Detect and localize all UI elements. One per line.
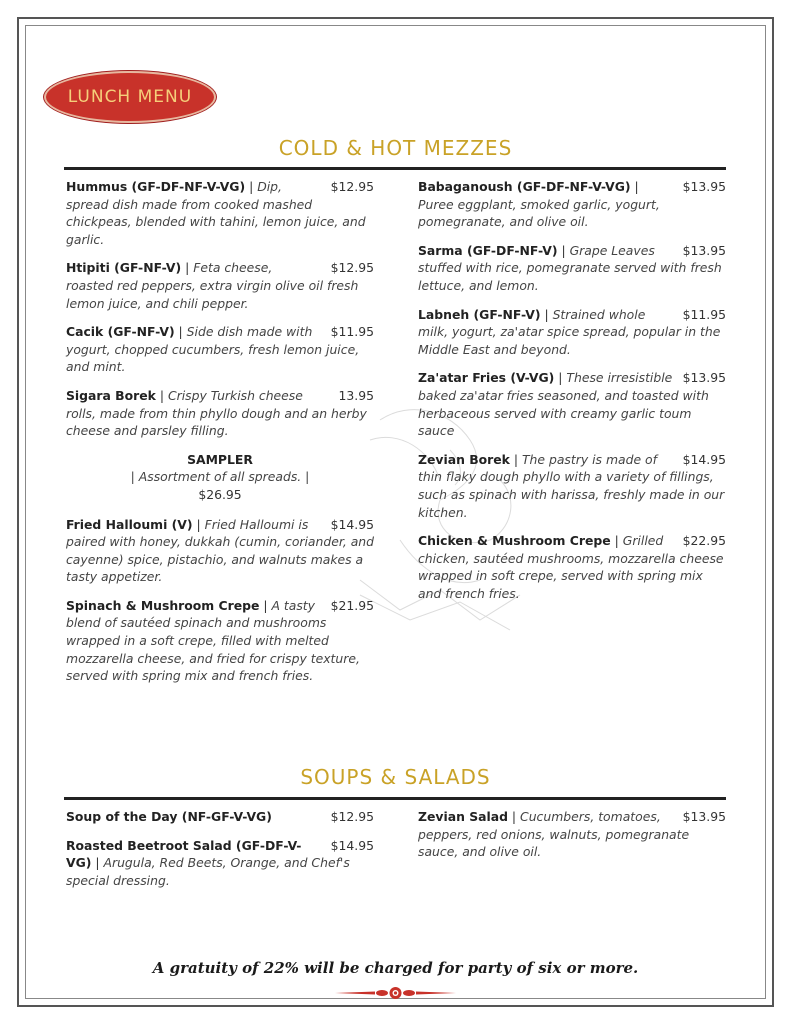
section-title-mezzes: COLD & HOT MEZZES	[278, 136, 513, 160]
menu-item-description: Arugula, Red Beets, Orange, and Chef's special dressing.	[66, 855, 350, 888]
menu-item-name: Za'atar Fries (V-VG)	[418, 370, 555, 386]
menu-item-price: $21.95	[330, 597, 374, 613]
menu-item-price: $22.95	[682, 533, 726, 549]
menu-item-price: $12.95	[330, 260, 374, 276]
menu-item: $22.95 Chicken & Mushroom Crepe | Grilled chicken, sautéed mushrooms, mozzarella cheese wrapped in soft crepe, served with spring mix and french fries.	[418, 533, 726, 601]
menu-item-name: Zevian Salad	[418, 809, 508, 824]
mezzes-right-column	[418, 178, 726, 613]
sampler-name: SAMPLER	[187, 451, 253, 467]
menu-item: $13.95 Sarma (GF-DF-NF-V) | Grape Leaves stuffed with rice, pomegranate served with fresh lettuce, and lemon.	[418, 242, 726, 293]
menu-item-description: Crispy Turkish cheese rolls, made from thin phyllo dough and an herby cheese and parsley filling.	[66, 387, 367, 439]
badge-label: LUNCH MENU	[67, 87, 193, 107]
menu-item-description: Grilled chicken, sautéed mushrooms, mozzarella cheese wrapped in soft crepe, served with spring mix and french fries.	[418, 533, 724, 601]
soups-left-column	[66, 808, 374, 900]
menu-item: 13.95 Sigara Borek | Crispy Turkish cheese rolls, made from thin phyllo dough and an herby cheese and parsley filling.	[66, 387, 374, 439]
menu-item-name: Hummus (GF-DF-NF-V-VG)	[66, 179, 246, 194]
menu-item-price: $13.95	[682, 370, 726, 386]
menu-item: $12.95 Hummus (GF-DF-NF-V-VG) | Dip, spread dish made from cooked mashed chickpeas, blended with tahini, lemon juice, and garlic.	[66, 179, 374, 247]
menu-item: $14.95 Zevian Borek | The pastry is made of thin flaky dough phyllo with a variety of fillings, such as spinach with harissa, freshly made in our kitchen.	[418, 451, 726, 520]
menu-item-name: Chicken & Mushroom Crepe	[418, 533, 611, 549]
menu-item-name: Sigara Borek	[66, 387, 156, 403]
menu-item-name: Htipiti (GF-NF-V)	[66, 260, 182, 276]
menu-item-description: Puree eggplant, smoked garlic, yogurt, pomegranate, and olive oil.	[418, 196, 660, 230]
menu-item-price: $13.95	[682, 179, 726, 194]
section-rule	[64, 797, 726, 800]
menu-item-description: Feta cheese, roasted red peppers, extra virgin olive oil fresh lemon juice, and chili pepper.	[66, 260, 359, 311]
menu-item: $13.95 Za'atar Fries (V-VG) | These irresistible baked za'atar fries seasoned, and toasted with herbaceous served with creamy garlic toum sauce	[418, 370, 726, 439]
menu-item-name: Soup of the Day (NF-GF-V-VG)	[66, 809, 272, 824]
menu-item-price: $11.95	[330, 324, 374, 340]
menu-item-description: A tasty blend of sautéed spinach and mushrooms wrapped in a soft crepe, filled with melted mozzarella cheese, and fried for crispy texture, served with spring mix and french fries.	[66, 597, 360, 684]
menu-item-name: Zevian Borek	[418, 451, 510, 467]
menu-item-description: Strained whole milk, yogurt, za'atar spice spread, popular in the Middle East and beyond.	[418, 306, 721, 357]
menu-item-price: $12.95	[330, 179, 374, 194]
menu-item-name: Spinach & Mushroom Crepe	[66, 597, 260, 613]
menu-item: $13.95 Zevian Salad | Cucumbers, tomatoes, peppers, red onions, walnuts, pomegranate sauce, and olive oil.	[418, 809, 726, 860]
menu-item-name: Fried Halloumi (V)	[66, 516, 193, 532]
menu-item-price: $14.95	[682, 451, 726, 467]
section-title-soups: SOUPS & SALADS	[300, 765, 491, 789]
menu-item-price: $12.95	[330, 809, 374, 824]
menu-item-price: $14.95	[330, 516, 374, 532]
menu-item: $21.95 Spinach & Mushroom Crepe | A tasty blend of sautéed spinach and mushrooms wrapped in a soft crepe, filled with melted mozzarella cheese, and fried for crispy texture, served with spring mix and french fries.	[66, 597, 374, 684]
menu-item-price: $11.95	[682, 306, 726, 322]
mezzes-left-column	[66, 178, 374, 696]
gratuity-note: A gratuity of 22% will be charged for party of six or more.	[152, 959, 639, 977]
menu-item-price: $13.95	[682, 242, 726, 258]
menu-item-name: Cacik (GF-NF-V)	[66, 324, 175, 340]
section-rule	[64, 167, 726, 170]
menu-item-price: $13.95	[682, 809, 726, 824]
menu-item-price: $14.95	[330, 837, 374, 853]
menu-item-price: 13.95	[338, 387, 374, 403]
sampler-block	[66, 451, 374, 504]
menu-item: $12.95 Htipiti (GF-NF-V) | Feta cheese, roasted red peppers, extra virgin olive oil fresh lemon juice, and chili pepper.	[66, 260, 374, 311]
menu-item-description: Grape Leaves stuffed with rice, pomegranate served with fresh lettuce, and lemon.	[418, 242, 722, 293]
menu-item: $11.95 Cacik (GF-NF-V) | Side dish made with yogurt, chopped cucumbers, fresh lemon juice, and mint.	[66, 324, 374, 375]
menu-item: $14.95 Fried Halloumi (V) | Fried Halloumi is paired with honey, dukkah (cumin, coriander, and cayenne) spice, pistachio, and walnuts makes a tasty appetizer.	[66, 516, 375, 585]
menu-item: $14.95 Roasted Beetroot Salad (GF-DF-V-VG) | Arugula, Red Beets, Orange, and Chef's special dressing.	[66, 837, 374, 888]
menu-item-description: These irresistible baked za'atar fries seasoned, and toasted with herbaceous served with creamy garlic toum sauce	[418, 370, 709, 439]
menu-item-name: Roasted Beetroot Salad (GF-DF-V-VG)	[66, 837, 302, 871]
floral-ornament-icon	[335, 986, 456, 1000]
menu-item-description: Dip, spread dish made from cooked mashed chickpeas, blended with tahini, lemon juice, and garlic.	[66, 179, 366, 247]
menu-item: $13.95 Babaganoush (GF-DF-NF-V-VG) | Puree eggplant, smoked garlic, yogurt, pomegranate, and olive oil.	[418, 179, 726, 230]
lunch-menu-badge	[44, 71, 216, 123]
sampler-price: $26.95	[198, 486, 242, 502]
menu-item-name: Babaganoush (GF-DF-NF-V-VG)	[418, 179, 631, 194]
soups-right-column	[418, 808, 726, 872]
menu-item-description: Cucumbers, tomatoes, peppers, red onions, walnuts, pomegranate sauce, and olive oil.	[418, 809, 690, 860]
menu-item-name: Labneh (GF-NF-V)	[418, 306, 541, 322]
sampler-description: | Assortment of all spreads. |	[130, 469, 310, 485]
menu-item-description: The pastry is made of thin flaky dough phyllo with a variety of fillings, such as spinach with harissa, freshly made in our kitchen.	[418, 451, 725, 520]
menu-item-description: Fried Halloumi is paired with honey, dukkah (cumin, coriander, and cayenne) spice, pistachio, and walnuts makes a tasty appetizer.	[66, 516, 375, 585]
menu-item-name: Sarma (GF-DF-NF-V)	[418, 242, 558, 258]
menu-item-description: Side dish made with yogurt, chopped cucumbers, fresh lemon juice, and mint.	[66, 324, 360, 375]
menu-item: $11.95 Labneh (GF-NF-V) | Strained whole milk, yogurt, za'atar spice spread, popular in the Middle East and beyond.	[418, 306, 726, 357]
menu-item	[66, 808, 374, 826]
